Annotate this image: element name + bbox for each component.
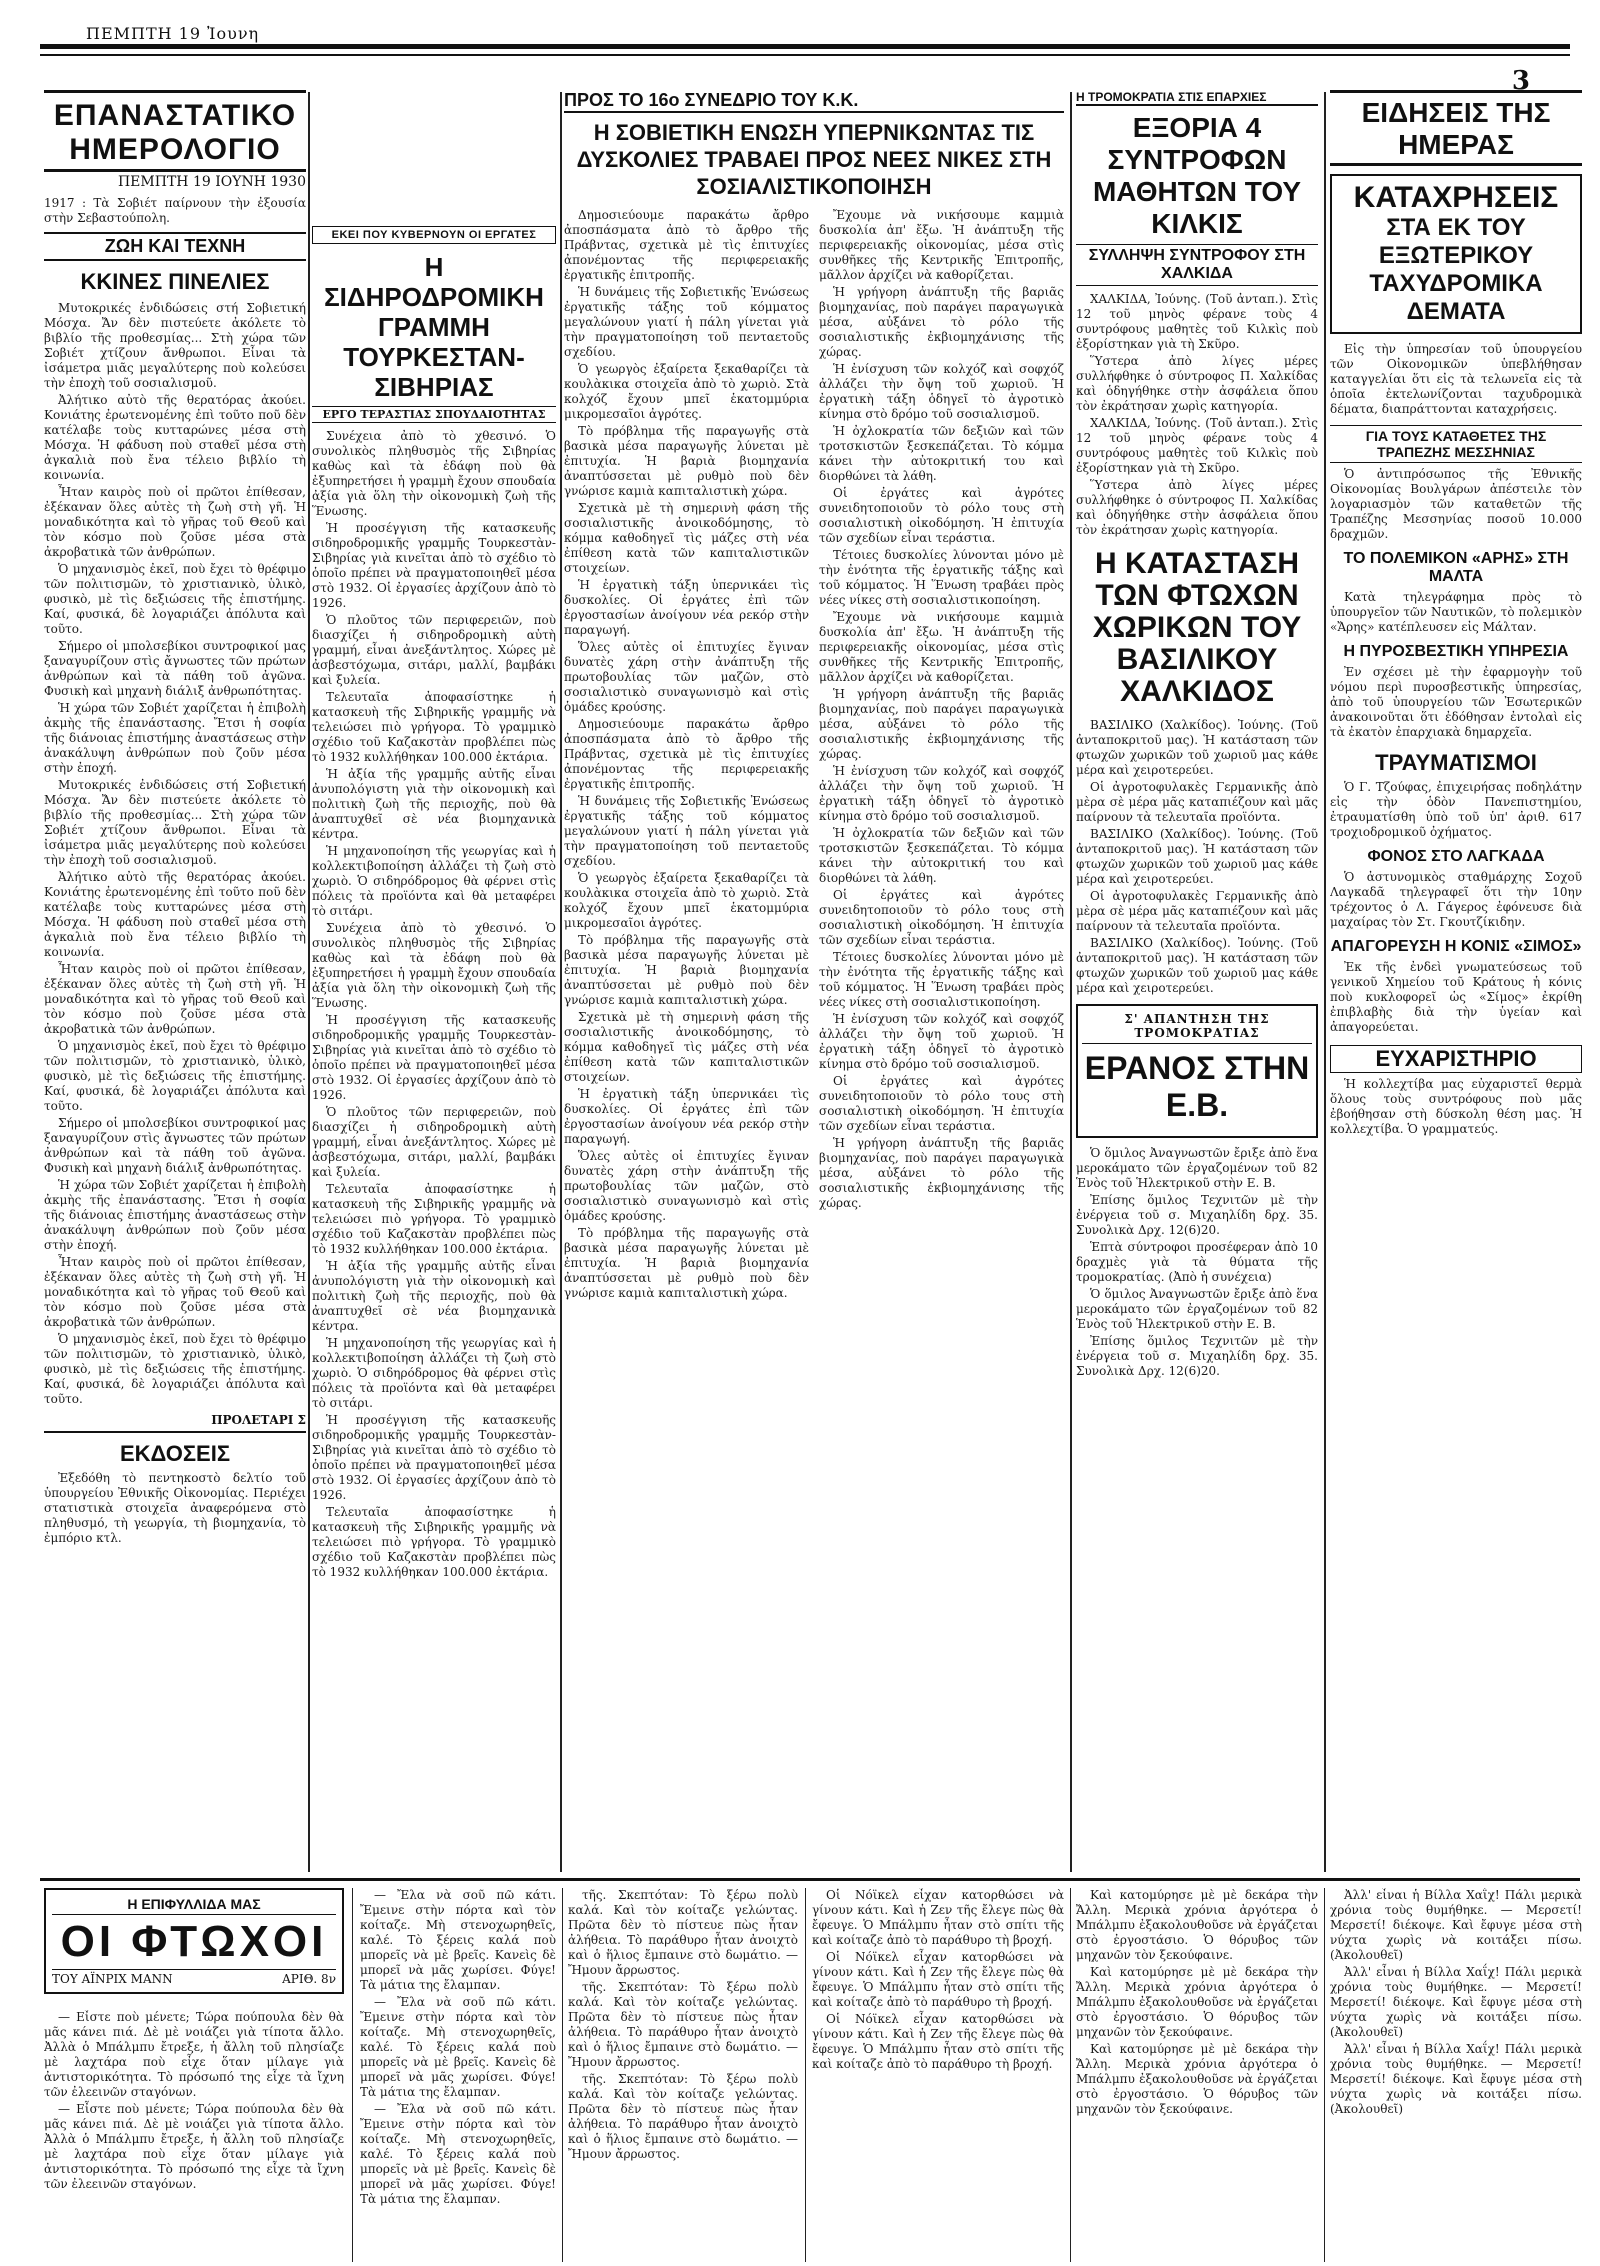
paragraph: τῆς. Σκεπτόταν: Τὸ ξέρω πολὺ καλά. Καὶ τὸν κοίταζε γελώντας. Πρῶτα δὲν τὸ πίστευε πὼς ἦταν ἀλήθεια. Τὸ παράθυρο ἦταν ἀνοιχτὸ καὶ ὁ ἥλιος ἔμπαινε στὸ δωμάτιο. — Ἤμουν ἄρρωστος.: [568, 2072, 798, 2161]
paragraph: Ὁ μηχανισμὸς ἐκεῖ, ποὺ ἔχει τὸ θρέφιμο τῶν πολιτισμῶν, τὸ χριστιανικὸ, ὑλικὸ, φυσικὸ, μὲ τὶς δεξιώσεις τῆς ἐπιστήμης. Καί, φυσικά, δὲ λογαριάζει ἀπόλυτα καὶ τοῦτο.: [44, 1039, 306, 1113]
paragraph: ΧΑΛΚΙΔΑ, Ἰούνης. (Τοῦ ἀνταπ.). Στὶς 12 τοῦ μηνὸς φέρανε τοὺς 4 συντρόφους μαθητὲς τοῦ Κιλκὶς ποὺ ἐξορίστηκαν γιὰ τὴ Σκῦρο.: [1076, 292, 1318, 351]
paragraph: Ἔχουμε νὰ νικήσουμε καμμιὰ δυσκολία ἀπ' ἔξω. Ἡ ἀνάπτυξη τῆς περιφερειακῆς οἰκονομίας, μέσα στὶς συνθῆκες τῆς Κεντρικῆς Ἐπιτροπῆς, μᾶλλον ἀρχίζει νὰ καθορίζεται.: [819, 208, 1064, 282]
paragraph: Ὁ πλοῦτος τῶν περιφερειῶν, ποὺ διασχίζει ἡ σιδηροδρομικὴ αὐτὴ γραμμή, εἶναι ἀνεξάντλητος. Χώρες μὲ ἀσβεστόχωμα, σιτάρι, μαλλί, βαμβάκι καὶ ξυλεία.: [312, 1105, 556, 1179]
serial-column: [1330, 1888, 1582, 2258]
news-box-subtitle: ΣΤΑ ΕΚ ΤΟΥ ΕΞΩΤΕΡΙΚΟΥ ΤΑΧΥΔΡΟΜΙΚΑ ΔΕΜΑΤΑ: [1369, 214, 1543, 325]
article-body: [44, 301, 306, 1407]
paragraph: Ὁ γεωργὸς ἐξαίρετα ξεκαθαρίζει τὰ κουλὰκικα στοιχεῖα ἀπὸ τὸ χωριὸ. Στὰ κολχόζ ἔχουν μπεῖ ἑκατομμύρια μικρομεσαῖοι ἀγρότες.: [564, 871, 809, 930]
column-divider: [1070, 92, 1072, 1872]
paragraph: Ὁ ὅμιλος Ἀναγνωστῶν ἔριξε ἀπὸ ἕνα μεροκάματο τῶν ἐργαζομένων τοῦ 82 Ἑνὸς τοῦ Ἡλεκτρικοῦ στὴν Ε. Β.: [1076, 1287, 1318, 1331]
paragraph: ΒΑΣΙΛΙΚΟ (Χαλκίδος). Ἰούνης. (Τοῦ ἀνταποκριτοῦ μας). Ἡ κατάσταση τῶν φτωχῶν χωρικῶν τοῦ χωριοῦ μας κάθε μέρα καὶ χειροτερεύει.: [1076, 827, 1318, 886]
paragraph: Ἡ μηχανοποίηση τῆς γεωργίας καὶ ἡ κολλεκτιβοποίηση ἀλλάζει τὴ ζωὴ στὸ χωριὸ. Ὁ σιδηρόδρομος θὰ φέρνει στὶς πόλεις τὰ προϊόντα καὶ θὰ μεταφέρει τὸ σιτάρι.: [312, 1336, 556, 1410]
paragraph: Οἱ Νόϊκελ εἶχαν κατορθώσει νὰ γίνουν κάτι. Καὶ ἡ Ζεν τῆς ἔλεγε πὼς θὰ ἔφευγε. Ὁ Μπάλμπυ ἦταν στὸ σπίτι τῆς καὶ κοίταζε ἀπὸ τὸ παράθυρο τὴ βροχή.: [812, 1950, 1064, 2009]
paragraph: Ἐκ τῆς ἐνδεὶ γνωματεύσεως τοῦ γενικοῦ Χημείου τοῦ Κράτους ἡ κόνις ποὺ κυκλοφορεῖ ὡς «Σίμος» ἐκρίθη ἐπιβλαβὴς διὰ τὴν ὑγείαν καὶ ἀπαγορεύεται.: [1330, 960, 1582, 1034]
news-heading: ΤΟ ΠΟΛΕΜΙΚΟΝ «ΑΡΗΣ» ΣΤΗ ΜΑΛΤΑ: [1343, 550, 1569, 585]
news-heading: Η ΠΥΡΟΣΒΕΣΤΙΚΗ ΥΠΗΡΕΣΙΑ: [1343, 643, 1569, 660]
serial-divider: [40, 1878, 1580, 1881]
paragraph: Οἱ ἀγροτοφυλακὲς Γερμανικῆς ἀπὸ μὲρα σὲ μέρα μᾶς καταπιέζουν καὶ μᾶς παίρνουν τὰ τελευταῖα προϊόντα.: [1076, 889, 1318, 933]
paragraph: Τὸ πρόβλημα τῆς παραγωγῆς στὰ βασικὰ μέσα παραγωγῆς λύνεται μὲ ἐπιτυχία. Ἡ βαριὰ βιομηχανία ἀναπτύσσεται μὲ ρυθμὸ ποὺ δὲν γνώρισε καμιὰ καπιταλιστικὴ χώρα.: [564, 933, 809, 1007]
paragraph: Ἑπτὰ σύντροφοι προσέφεραν ἀπὸ 10 δραχμὲς γιὰ τὰ θύματα τῆς τρομοκρατίας. (Ἀπὸ ἡ συνέχεια): [1076, 1240, 1318, 1284]
page-number: 3: [1511, 66, 1530, 96]
news-body: [1330, 467, 1582, 542]
paragraph: Δημοσιεύουμε παρακάτω ἄρθρο ἀποσπάσματα ἀπὸ τὸ ἄρθρο τῆς Πράβντας, σχετικὰ μὲ τὶς ἐπιτυχίες ἀπονέμοντας τῆς περιφερειακῆς ἐργατικῆς ἐπιτροπῆς.: [564, 208, 809, 282]
paragraph: — Εἶστε ποὺ μένετε; Τώρα πούπουλα δὲν θὰ μᾶς κάνει πιά. Δὲ μὲ νοιάζει γιὰ τίποτα ἄλλο. Ἀλλὰ ὁ Μπάλμπυ ἔτρεξε, ἡ ἄλλη τοῦ πλησίαζε μὲ λαχτάρα ποὺ εἶχε ὅταν μίλαγε γιὰ ἀντιστορικότητα. Τὸ πρόσωπό της εἶχε τὰ ἴχνη τῶν ἐλεεινῶν σταγόνων.: [44, 2102, 344, 2191]
paragraph: Ἡ προσέγγιση τῆς κατασκευῆς σιδηροδρομικῆς γραμμῆς Τουρκεστὰν-Σιβηρίας γιὰ κινεῖται ἀπὸ τὸ σχέδιο τὸ ὁποῖο πρέπει νὰ πραγματοποιηθεῖ μέσα στὸ 1932. Οἱ ἐργασίες ἀρχίζουν ἀπὸ τὸ 1926.: [312, 1413, 556, 1502]
paragraph: τῆς. Σκεπτόταν: Τὸ ξέρω πολὺ καλά. Καὶ τὸν κοίταζε γελώντας. Πρῶτα δὲν τὸ πίστευε πὼς ἦταν ἀλήθεια. Τὸ παράθυρο ἦταν ἀνοιχτὸ καὶ ὁ ἥλιος ἔμπαινε στὸ δωμάτιο. — Ἤμουν ἄρρωστος.: [568, 1888, 798, 1977]
article-kicker: ΕΚΕΙ ΠΟΥ ΚΥΒΕΡΝΟΥΝ ΟΙ ΕΡΓΑΤΕΣ: [312, 226, 556, 244]
paragraph: Ὁ ὅμιλος Ἀναγνωστῶν ἔριξε ἀπὸ ἕνα μεροκάματο τῶν ἐργαζομένων τοῦ 82 Ἑνὸς τοῦ Ἡλεκτρικοῦ στὴν Ε. Β.: [1076, 1146, 1318, 1190]
paragraph: Ἐξεδόθη τὸ πεντηκοστὸ δελτίο τοῦ ὑπουργείου Ἐθνικῆς Οἰκονομίας. Περιέχει στατιστικὰ στοιχεῖα ἀναφερόμενα στὸ πληθυσμό, τὴ γεωργία, τὴ βιομηχανία, τὸ ἐμπόριο κτλ.: [44, 1471, 306, 1545]
paragraph: Τὸ πρόβλημα τῆς παραγωγῆς στὰ βασικὰ μέσα παραγωγῆς λύνεται μὲ ἐπιτυχία. Ἡ βαριὰ βιομηχανία ἀναπτύσσεται μὲ ρυθμὸ ποὺ δὲν γνώρισε καμιὰ καπιταλιστικὴ χώρα.: [564, 424, 809, 498]
masthead-rule-thin: [40, 54, 1570, 56]
paragraph: Ἡ μηχανοποίηση τῆς γεωργίας καὶ ἡ κολλεκτιβοποίηση ἀλλάζει τὴ ζωὴ στὸ χωριὸ. Ὁ σιδηρόδρομος θὰ φέρνει στὶς πόλεις τὰ προϊόντα καὶ θὰ μεταφέρει τὸ σιτάρι.: [312, 844, 556, 918]
news-box-embezzlement: [1330, 174, 1582, 334]
paragraph: Ἡ ὀχλοκρατία τῶν δεξιῶν καὶ τῶν τροτσκιστῶν ξεσκεπάζεται. Τὸ κόμμα κάνει τὴν αὐτοκριτική του καὶ διορθώνει τὰ λάθη.: [819, 826, 1064, 885]
paragraph: Οἱ ἀγροτοφυλακὲς Γερμανικῆς ἀπὸ μὲρα σὲ μέρα μᾶς καταπιέζουν καὶ μᾶς παίρνουν τὰ τελευταῖα προϊόντα.: [1076, 780, 1318, 824]
article-body: [1076, 292, 1318, 538]
paragraph: Ὁ ἀντιπρόσωπος τῆς Ἐθνικῆς Οἰκονομίας Βουλγάρων ἀπέστειλε τὸν λογαριασμὸν τῶν καταθετῶν τῆς Τραπέζης Μεσσηνίας ποσοῦ 10.000 δραχμῶν.: [1330, 467, 1582, 541]
paragraph: Μυτοκρικές ἐνδιδώσεις στή Σοβιετική Μόσχα. Ἄν δὲν πιστεύετε ἀκόλετε τὸ βιβλίο τῆς προθεσμίας... Στὴ χώρα τῶν Σοβιέτ χτίζουν ἄνθρωποι. Εἶναι τὰ ἰσάμετρα μιᾶς μεγαλύτερης ποὺ κολεύσει τὴν ἐποχὴ τοῦ σοσιαλισμοῦ.: [44, 301, 306, 390]
paragraph: Μυτοκρικές ἐνδιδώσεις στή Σοβιετική Μόσχα. Ἄν δὲν πιστεύετε ἀκόλετε τὸ βιβλίο τῆς προθεσμίας... Στὴ χώρα τῶν Σοβιέτ χτίζουν ἄνθρωποι. Εἶναι τὰ ἰσάμετρα μιᾶς μεγαλύτερης ποὺ κολεύσει τὴν ἐποχὴ τοῦ σοσιαλισμοῦ.: [44, 778, 306, 867]
news-body: [1330, 960, 1582, 1035]
fundraiser-title: ΕΡΑΝΟΣ ΣΤΗΝ Ε.Β.: [1084, 1050, 1310, 1123]
paragraph: Ἡ προσέγγιση τῆς κατασκευῆς σιδηροδρομικῆς γραμμῆς Τουρκεστὰν-Σιβηρίας γιὰ κινεῖται ἀπὸ τὸ σχέδιο τὸ ὁποῖο πρέπει νὰ πραγματοποιηθεῖ μέσα στὸ 1932. Οἱ ἐργασίες ἀρχίζουν ἀπὸ τὸ 1926.: [312, 1013, 556, 1102]
paragraph: — Ἔλα νὰ σοῦ πῶ κάτι. Ἔμεινε στὴν πόρτα καὶ τὸν κοίταζε. Μὴ στενοχωρηθεῖς, καλέ. Τὸ ξέρεις καλά ποὺ μπορεῖς νὰ μὲ βρεῖς. Κανεὶς δὲ μπορεῖ νὰ μᾶς χωρίσει. Φύγε! Τὰ μάτια της ἔλαμπαν.: [360, 2102, 556, 2206]
fundraiser-body: [1076, 1146, 1318, 1379]
news-body: [1330, 780, 1582, 840]
paragraph: Ἀλλ' εἶναι ἡ Βίλλα Χαΐχ! Πάλι μερικὰ χρόνια τοὺς θυμήθηκε. — Μερσετί! Μερσετί! διέκοψε. Καὶ ἔφυγε μέσα στὴ νύχτα χωρὶς νὰ κοιτάξει πίσω. (Ἀκολουθεῖ): [1330, 1965, 1582, 2039]
paragraph: Σχετικὰ μὲ τὴ σημερινὴ φάση τῆς σοσιαλιστικῆς ἀνοικοδόμησης, τὸ κόμμα καθοδηγεῖ τὶς μάζες στὴ νέα ἐπίθεση κατὰ τῶν καπιταλιστικῶν στοιχείων.: [564, 501, 809, 575]
paragraph: Συνέχεια ἀπὸ τὸ χθεσινό. Ὁ συνολικὸς πληθυσμὸς τῆς Σιβηρίας καθὼς καὶ τὰ ἐδάφη ποὺ θὰ ἐξυπηρετήσει ἡ γραμμὴ ἔχουν σπουδαία ἀξία γιὰ ὅλη τὴν οἰκονομικὴ ζωὴ τῆς Ἕνωσης.: [312, 921, 556, 1010]
news-heading: ΦΟΝΟΣ ΣΤΟ ΛΑΓΚΑΔΑ: [1367, 848, 1545, 865]
paragraph: Ἡ προσέγγιση τῆς κατασκευῆς σιδηροδρομικῆς γραμμῆς Τουρκεστὰν-Σιβηρίας γιὰ κινεῖται ἀπὸ τὸ σχέδιο τὸ ὁποῖο πρέπει νὰ πραγματοποιηθεῖ μέσα στὸ 1932. Οἱ ἐργασίες ἀρχίζουν ἀπὸ τὸ 1926.: [312, 521, 556, 610]
paragraph: Ἦταν καιρὸς ποὺ οἱ πρῶτοι ἐπίθεσαν, ἐξέκαναν ὅλες αὐτὲς τὴ ζωὴ στὴ γῆ. Ἡ μοναδικότητα καὶ τὸ γῆρας τοῦ Θεοῦ καὶ τὸν κόσμο ποὺ ζοῦσε μέσα στὰ ἀκροβατικὰ τῶν ἀνθρώπων.: [44, 485, 306, 559]
paragraph: Ἡ ἐργατικὴ τάξη ὑπερνικάει τὶς δυσκολίες. Οἱ ἐργάτες ἐπὶ τῶν ἐργοστασίων ἀνοίγουν νέα ρεκόρ στὴν παραγωγή.: [564, 578, 809, 637]
paragraph: Ὁ πλοῦτος τῶν περιφερειῶν, ποὺ διασχίζει ἡ σιδηροδρομικὴ αὐτὴ γραμμή, εἶναι ἀνεξάντλητος. Χώρες μὲ ἀσβεστόχωμα, σιτάρι, μαλλί, βαμβάκι καὶ ξυλεία.: [312, 613, 556, 687]
paragraph: Ἡ ἐργατικὴ τάξη ὑπερνικάει τὶς δυσκολίες. Οἱ ἐργάτες ἐπὶ τῶν ἐργοστασίων ἀνοίγουν νέα ρεκόρ στὴν παραγωγή.: [564, 1087, 809, 1146]
masthead-rule: [40, 44, 1570, 49]
paragraph: Ὅλες αὐτὲς οἱ ἐπιτυχίες ἔγιναν δυνατὲς χάρη στὴν ἀνάπτυξη τῆς πρωτοβουλίας τῶν μαζῶν, στὸ σοσιαλιστικὸ συναγωνισμὸ καὶ στὶς ὁμάδες κρούσης.: [564, 640, 809, 714]
column-railway: [312, 90, 556, 1870]
column-divider: [1324, 1888, 1325, 2262]
paragraph: Ἡ ἐνίσχυση τῶν κολχόζ καὶ σοφχόζ ἀλλάζει τὴν ὄψη τοῦ χωριοῦ. Ἡ ἐργατικὴ τάξη ὁδηγεῖ τὸ ἀγροτικὸ κίνημα στὸ δρόμο τοῦ σοσιαλισμοῦ.: [819, 1012, 1064, 1071]
paragraph: Τὸ πρόβλημα τῆς παραγωγῆς στὰ βασικὰ μέσα παραγωγῆς λύνεται μὲ ἐπιτυχία. Ἡ βαριὰ βιομηχανία ἀναπτύσσεται μὲ ρυθμὸ ποὺ δὲν γνώρισε καμιὰ καπιταλιστικὴ χώρα.: [564, 1226, 809, 1300]
serial-column: [1076, 1888, 1318, 2258]
paragraph: Οἱ ἐργάτες καὶ ἀγρότες συνειδητοποιοῦν τὸ ρόλο τους στὴ σοσιαλιστικὴ οἰκοδόμηση. Ἡ ἐπιτυχία τῶν σχεδίων εἶναι τεράστια.: [819, 486, 1064, 545]
paragraph: Καὶ κατομύρησε μὲ μὲ δεκάρα τὴν Ἄλλη. Μερικὰ χρόνια ἀργότερα ὁ Μπάλμπυ ἐξακολουθοῦσε νὰ ἐργάζεται στὸ ἐργοστάσιο. Ὁ θόρυβος τῶν μηχανῶν τὸν ξεκούφαινε.: [1076, 2042, 1318, 2116]
serial-column: [44, 2010, 344, 2260]
paragraph: Εἰς τὴν ὑπηρεσίαν τοῦ ὑπουργείου τῶν Οἰκονομικῶν ὑπεβλήθησαν καταγγελίαι ὅτι εἰς τὰ τελωνεῖα εἰς τὰ ὁποῖα ἐκτελωνίζονται ταχυδρομικὰ δέματα, διαπράττονται καταχρήσεις.: [1330, 342, 1582, 416]
paragraph: Ὕστερα ἀπὸ λίγες μέρες συλλήφθηκε ὁ σύντροφος Π. Χαλκίδας καὶ ὁδηγήθηκε στὴν ἀσφάλεια ὅπου τὸν ἐκράτησαν χωρὶς κατηγορία.: [1076, 478, 1318, 537]
paragraph: Ἡ ἀξία τῆς γραμμῆς αὐτῆς εἶναι ἀνυπολόγιστη γιὰ τὴν οἰκονομικὴ καὶ πολιτικὴ ζωὴ τῆς περιοχῆς, ποὺ θὰ ἀναπτυχθεῖ σὲ νέα βιομηχανικὰ κέντρα.: [312, 1259, 556, 1333]
column-divider: [1070, 1888, 1071, 2262]
fundraiser-box: [1076, 1004, 1318, 1138]
paragraph: Οἱ Νόϊκελ εἶχαν κατορθώσει νὰ γίνουν κάτι. Καὶ ἡ Ζεν τῆς ἔλεγε πὼς θὰ ἔφευγε. Ὁ Μπάλμπυ ἦταν στὸ σπίτι τῆς καὶ κοίταζε ἀπὸ τὸ παράθυρο τὴ βροχή.: [812, 2012, 1064, 2071]
paragraph: Οἱ Νόϊκελ εἶχαν κατορθώσει νὰ γίνουν κάτι. Καὶ ἡ Ζεν τῆς ἔλεγε πὼς θὰ ἔφευγε. Ὁ Μπάλμπυ ἦταν στὸ σπίτι τῆς καὶ κοίταζε ἀπὸ τὸ παράθυρο τὴ βροχή.: [812, 1888, 1064, 1947]
paragraph: Ἡ δυνάμεις τῆς Σοβιετικῆς Ἐνώσεως ἐργατικῆς τάξης τοῦ κόμματος μεγαλώνουν γιατί ἡ πάλη γίνεται γιὰ τὴν πραγματοποίηση τοῦ πενταετοῦς σχεδίου.: [564, 285, 809, 359]
news-heading: ΕΥΧΑΡΙΣΤΗΡΙΟ: [1330, 1045, 1582, 1073]
paragraph: — Ἔλα νὰ σοῦ πῶ κάτι. Ἔμεινε στὴν πόρτα καὶ τὸν κοίταζε. Μὴ στενοχωρηθεῖς, καλέ. Τὸ ξέρεις καλά ποὺ μπορεῖς νὰ μὲ βρεῖς. Κανεὶς δὲ μπορεῖ νὰ μᾶς χωρίσει. Φύγε! Τὰ μάτια της ἔλαμπαν.: [360, 1995, 556, 2099]
paragraph: Ὁ Γ. Τζούφας, ἐπιχειρήσας ποδηλάτην εἰς τὴν ὁδὸν Πανεπιστημίου, ἐτραυματίσθη ὑπὸ τοῦ ὑπ' ἀριθ. 617 τροχιοδρομικοῦ ὀχήματος.: [1330, 780, 1582, 839]
paragraph: Ἦταν καιρὸς ποὺ οἱ πρῶτοι ἐπίθεσαν, ἐξέκαναν ὅλες αὐτὲς τὴ ζωὴ στὴ γῆ. Ἡ μοναδικότητα καὶ τὸ γῆρας τοῦ Θεοῦ καὶ τὸν κόσμο ποὺ ζοῦσε μέσα στὰ ἀκροβατικὰ τῶν ἀνθρώπων.: [44, 962, 306, 1036]
serial-column: [360, 1888, 556, 2258]
article-body: [312, 429, 556, 1580]
paragraph: Ἔχουμε νὰ νικήσουμε καμμιὰ δυσκολία ἀπ' ἔξω. Ἡ ἀνάπτυξη τῆς περιφερειακῆς οἰκονομίας, μέσα στὶς συνθῆκες τῆς Κεντρικῆς Ἐπιτροπῆς, μᾶλλον ἀρχίζει νὰ καθορίζεται.: [819, 610, 1064, 684]
news-heading: ΑΠΑΓΟΡΕΥΣΗ Η ΚΟΝΙΣ «ΣΙΜΟΣ»: [1330, 938, 1582, 955]
serial-column: [812, 1888, 1064, 2258]
paragraph: Οἱ ἐργάτες καὶ ἀγρότες συνειδητοποιοῦν τὸ ρόλο τους στὴ σοσιαλιστικὴ οἰκοδόμηση. Ἡ ἐπιτυχία τῶν σχεδίων εἶναι τεράστια.: [819, 1074, 1064, 1133]
article-title-red-brushstrokes: ΚΚΙΝΕΣ ΠΙΝΕΛΙΕΣ: [80, 269, 270, 294]
fundraiser-kicker: Σ' ΑΠΑΝΤΗΣΗ ΤΗΣ ΤΡΟΜΟΚΡΑΤΙΑΣ: [1082, 1012, 1312, 1044]
news-body: [1330, 342, 1582, 417]
paragraph: Ἐν σχέσει μὲ τὴν ἐφαρμογὴν τοῦ νόμου περὶ πυροσβεστικῆς ὑπηρεσίας, ἀπὸ τοῦ ὑπουργείου τῶν Ἐσωτερικῶν ἀνακοινοῦται ὅτι ἐδόθησαν ἐντολαὶ εἰς τὰ ἐκατὸν ἐπαρχιακὰ δημαρχεῖα.: [1330, 665, 1582, 739]
paragraph: Ἦταν καιρὸς ποὺ οἱ πρῶτοι ἐπίθεσαν, ἐξέκαναν ὅλες αὐτὲς τὴ ζωὴ στὴ γῆ. Ἡ μοναδικότητα καὶ τὸ γῆρας τοῦ Θεοῦ καὶ τὸν κόσμο ποὺ ζοῦσε μέσα στὰ ἀκροβατικὰ τῶν ἀνθρώπων.: [44, 1255, 306, 1329]
serial-number: ΑΡΙΘ. 8ν: [282, 1972, 336, 1986]
masthead: [40, 14, 1570, 96]
news-heading: ΓΙΑ ΤΟΥΣ ΚΑΤΑΘΕΤΕΣ ΤΗΣ ΤΡΑΠΕΖΗΣ ΜΕΣΣΗΝΙΑΣ: [1330, 425, 1582, 463]
article-body-left: [564, 208, 809, 1303]
paragraph: Ἀλήτικο αὐτὸ τῆς θερατόρας ἀκούει. Κονιάτης ἐρωτενομένης ἐπὶ τοῦτο ποῦ δὲν κατέλαβε τοὺς κυτταρώνες μέσα στὴ Μόσχα. Ἡ φάδυση ποὺ σταθεῖ μέσα στὴ ἀγκαλιὰ ποὺ ἔνα τέλειο βιβλίο τὴ κοινωνία.: [44, 393, 306, 482]
article-subtitle: ΕΡΓΟ ΤΕΡΑΣΤΙΑΣ ΣΠΟΥΔΑΙΟΤΗΤΑΣ: [312, 406, 556, 423]
paragraph: Τέτοιες δυσκολίες λύνονται μόνο μὲ τὴν ἐνότητα τῆς ἐργατικῆς τάξης καὶ τοῦ κόμματος. Ἡ Ἕνωση τραβάει πρὸς νέες νίκες στὴ σοσιαλιστικοποίηση.: [819, 548, 1064, 607]
divider: [44, 1431, 306, 1433]
paragraph: Ἡ ἐνίσχυση τῶν κολχόζ καὶ σοφχόζ ἀλλάζει τὴν ὄψη τοῦ χωριοῦ. Ἡ ἐργατικὴ τάξη ὁδηγεῖ τὸ ἀγροτικὸ κίνημα στὸ δρόμο τοῦ σοσιαλισμοῦ.: [819, 764, 1064, 823]
article-body: [1076, 718, 1318, 996]
calendar-dateline: ΠΕΜΠΤΗ 19 ΙΟΥΝΗ 1930: [117, 174, 306, 190]
paragraph: — Εἶστε ποὺ μένετε; Τώρα πούπουλα δὲν θὰ μᾶς κάνει πιά. Δὲ μὲ νοιάζει γιὰ τίποτα ἄλλο. Ἀλλὰ ὁ Μπάλμπυ ἔτρεξε, ἡ ἄλλη τοῦ πλησίαζε μὲ λαχτάρα ποὺ εἶχε ὅταν μίλαγε γιὰ ἀντιστορικότητα. Τὸ πρόσωπό της εἶχε τὰ ἴχνη τῶν ἐλεεινῶν σταγόνων.: [44, 2010, 344, 2099]
paragraph: Σήμερο οἱ μπολσεβίκοι συντροφικοί μας ξαναγυρίζουν στὶς ἄγνωστες τῶν πρώτων ἀνθρώπων καὶ τὰ πάθη τοῦ ἀγῶνα. Φυσικὴ καὶ μηχανὴ διάλιξ ἀνθρωπότητας.: [44, 639, 306, 698]
paragraph: τῆς. Σκεπτόταν: Τὸ ξέρω πολὺ καλά. Καὶ τὸν κοίταζε γελώντας. Πρῶτα δὲν τὸ πίστευε πὼς ἦταν ἀλήθεια. Τὸ παράθυρο ἦταν ἀνοιχτὸ καὶ ὁ ἥλιος ἔμπαινε στὸ δωμάτιο. — Ἤμουν ἄρρωστος.: [568, 1980, 798, 2069]
column-divider: [308, 92, 310, 1872]
news-title: ΕΙΔΗΣΕΙΣ ΤΗΣ ΗΜΕΡΑΣ: [1330, 90, 1582, 166]
paragraph: Ἐπίσης ὅμιλος Τεχνιτῶν μὲ τὴν ἐνέργεια τοῦ σ. Μιχαηλίδη δρχ. 35. Συνολικὰ Δρχ. 12(6)20.: [1076, 1334, 1318, 1378]
article-signature: ΠΡΟΛΕΤΑΡΙ Σ: [211, 1413, 306, 1427]
paragraph: Σχετικὰ μὲ τὴ σημερινὴ φάση τῆς σοσιαλιστικῆς ἀνοικοδόμησης, τὸ κόμμα καθοδηγεῖ τὶς μάζες στὴ νέα ἐπίθεση κατὰ τῶν καπιταλιστικῶν στοιχείων.: [564, 1010, 809, 1084]
paragraph: Ἡ γρήγορη ἀνάπτυξη τῆς βαριᾶς βιομηχανίας, ποὺ παράγει παραγωγικὰ μέσα, αὐξάνει τὸ ρόλο τῆς σοσιαλιστικῆς ἐκβιομηχάνισης τῆς χώρας.: [819, 1136, 1064, 1210]
paragraph: Ὕστερα ἀπὸ λίγες μέρες συλλήφθηκε ὁ σύντροφος Π. Χαλκίδας καὶ ὁδηγήθηκε στὴν ἀσφάλεια ὅπου τὸν ἐκράτησαν χωρὶς κατηγορία.: [1076, 354, 1318, 413]
paragraph: Καὶ κατομύρησε μὲ μὲ δεκάρα τὴν Ἄλλη. Μερικὰ χρόνια ἀργότερα ὁ Μπάλμπυ ἐξακολουθοῦσε νὰ ἐργάζεται στὸ ἐργοστάσιο. Ὁ θόρυβος τῶν μηχανῶν τὸν ξεκούφαινε.: [1076, 1965, 1318, 2039]
column-exile-article: [1076, 90, 1318, 1870]
paragraph: Ἡ χώρα τῶν Σοβιέτ χαρίζεται ἡ ἐπιβολὴ ἀκμὴς τῆς ἐπανάστασης. Ἔτσι ἡ σοφία τῆς διάνοιας ἐπιστήμης ἀναστάσεως στὴν ἀνακάλυψη ἀνθρώπων ποὺ ζοῦν μέσα στὴν ἐποχή.: [44, 701, 306, 775]
calendar-title: ΕΠΑΝΑΣΤΑΤΙΚΟ ΗΜΕΡΟΛΟΓΙΟ: [44, 90, 306, 172]
paragraph: Ὁ μηχανισμὸς ἐκεῖ, ποὺ ἔχει τὸ θρέφιμο τῶν πολιτισμῶν, τὸ χριστιανικὸ, ὑλικὸ, φυσικὸ, μὲ τὶς δεξιώσεις τῆς ἐπιστήμης. Καί, φυσικά, δὲ λογαριάζει ἀπόλυτα καὶ τοῦτο.: [44, 562, 306, 636]
news-body: [1330, 870, 1582, 930]
paragraph: Ἡ ἀξία τῆς γραμμῆς αὐτῆς εἶναι ἀνυπολόγιστη γιὰ τὴν οἰκονομικὴ καὶ πολιτικὴ ζωὴ τῆς περιοχῆς, ποὺ θὰ ἀναπτυχθεῖ σὲ νέα βιομηχανικὰ κέντρα.: [312, 767, 556, 841]
column-divider: [560, 92, 562, 1872]
paragraph: Ἡ κολλεχτίβα μας εὐχαριστεῖ θερμὰ ὅλους τοὺς συντρόφους ποὺ μᾶς ἐβοήθησαν στὴ δύσκολη θέση μας. Ἡ κολλεχτίβα. Ὁ γραμματεύς.: [1330, 1077, 1582, 1136]
column-divider: [352, 1888, 353, 2262]
news-body: [1330, 665, 1582, 740]
paragraph: Οἱ ἐργάτες καὶ ἀγρότες συνειδητοποιοῦν τὸ ρόλο τους στὴ σοσιαλιστικὴ οἰκοδόμηση. Ἡ ἐπιτυχία τῶν σχεδίων εἶναι τεράστια.: [819, 888, 1064, 947]
article-body-right: [819, 208, 1064, 1303]
paragraph: Σήμερο οἱ μπολσεβίκοι συντροφικοί μας ξαναγυρίζουν στὶς ἄγνωστες τῶν πρώτων ἀνθρώπων καὶ τὰ πάθη τοῦ ἀγῶνα. Φυσικὴ καὶ μηχανὴ διάλιξ ἀνθρωπότητας.: [44, 1116, 306, 1175]
news-body: [1330, 590, 1582, 635]
paragraph: Ἡ δυνάμεις τῆς Σοβιετικῆς Ἐνώσεως ἐργατικῆς τάξης τοῦ κόμματος μεγαλώνουν γιατί ἡ πάλη γίνεται γιὰ τὴν πραγματοποίηση τοῦ πενταετοῦς σχεδίου.: [564, 794, 809, 868]
article-subtitle: ΣΥΛΛΗΨΗ ΣΥΝΤΡΟΦΟΥ ΣΤΗ ΧΑΛΚΙΔΑ: [1076, 244, 1318, 286]
masthead-date: ΠΕΜΠΤΗ 19 Ἰουνη: [80, 24, 265, 43]
paragraph: Τελευταῖα ἀποφασίστηκε ἡ κατασκευὴ τῆς Σιβηρικῆς γραμμῆς νὰ τελειώσει πιὸ γρήγορα. Τὸ γραμμικὸ σχέδιο τοῦ Καζακστὰν προβλέπει πὼς τὸ 1932 κυλλήθηκαν 100.000 ἐκτάρια.: [312, 690, 556, 764]
column-divider: [562, 1888, 563, 2262]
article-title-railway: Η ΣΙΔΗΡΟΔΡΟΜΙΚΗ ΓΡΑΜΜΗ ΤΟΥΡΚΕΣΤΑΝ-ΣΙΒΗΡΙΑΣ: [324, 252, 544, 402]
paragraph: Ἀλήτικο αὐτὸ τῆς θερατόρας ἀκούει. Κονιάτης ἐρωτενομένης ἐπὶ τοῦτο ποῦ δὲν κατέλαβε τοὺς κυτταρώνες μέσα στὴ Μόσχα. Ἡ φάδυση ποὺ σταθεῖ μέσα στὴ ἀγκαλιὰ ποὺ ἔνα τέλειο βιβλίο τὴ κοινωνία.: [44, 870, 306, 959]
paragraph: Τελευταῖα ἀποφασίστηκε ἡ κατασκευὴ τῆς Σιβηρικῆς γραμμῆς νὰ τελειώσει πιὸ γρήγορα. Τὸ γραμμικὸ σχέδιο τοῦ Καζακστὰν προβλέπει πὼς τὸ 1932 κυλλήθηκαν 100.000 ἐκτάρια.: [312, 1182, 556, 1256]
column-soviet-union-article: [564, 90, 1064, 1870]
publications-body: [44, 1471, 306, 1546]
column-news-of-the-day: [1330, 90, 1582, 1870]
serial-title: ΟΙ ΦΤΩΧΟΙ: [60, 1917, 328, 1966]
article-body: [564, 208, 1064, 1303]
paragraph: Ἡ χώρα τῶν Σοβιέτ χαρίζεται ἡ ἐπιβολὴ ἀκμὴς τῆς ἐπανάστασης. Ἔτσι ἡ σοφία τῆς διάνοιας ἐπιστήμης ἀναστάσεως στὴν ἀνακάλυψη ἀνθρώπων ποὺ ζοῦν μέσα στὴν ἐποχή.: [44, 1178, 306, 1252]
calendar-fact: 1917 : Τὰ Σοβιέτ παίρνουν τὴν ἐξουσία στὴν Σεβαστούπολη.: [44, 196, 306, 225]
article-title-exile: ΕΞΟΡΙΑ 4 ΣΥΝΤΡΟΦΩΝ ΜΑΘΗΤΩΝ ΤΟΥ ΚΙΛΚΙΣ: [1092, 112, 1302, 239]
paragraph: Ἡ ἐνίσχυση τῶν κολχόζ καὶ σοφχόζ ἀλλάζει τὴν ὄψη τοῦ χωριοῦ. Ἡ ἐργατικὴ τάξη ὁδηγεῖ τὸ ἀγροτικὸ κίνημα στὸ δρόμο τοῦ σοσιαλισμοῦ.: [819, 362, 1064, 421]
column-divider: [1324, 92, 1326, 1872]
paragraph: Τελευταῖα ἀποφασίστηκε ἡ κατασκευὴ τῆς Σιβηρικῆς γραμμῆς νὰ τελειώσει πιὸ γρήγορα. Τὸ γραμμικὸ σχέδιο τοῦ Καζακστὰν προβλέπει πὼς τὸ 1932 κυλλήθηκαν 100.000 ἐκτάρια.: [312, 1505, 556, 1579]
news-body: [1330, 1077, 1582, 1137]
serial-header-box: [44, 1888, 344, 1994]
article-title-poor-peasants: Η ΚΑΤΑΣΤΑΣΗ ΤΩΝ ΦΤΩΧΩΝ ΧΩΡΙΚΩΝ ΤΟΥ ΒΑΣΙΛΙΚΟΥ ΧΑΛΚΙΔΟΣ: [1092, 547, 1302, 708]
column-revolutionary-calendar: [44, 90, 306, 1870]
paragraph: Ἀλλ' εἶναι ἡ Βίλλα Χαΐχ! Πάλι μερικὰ χρόνια τοὺς θυμήθηκε. — Μερσετί! Μερσετί! διέκοψε. Καὶ ἔφυγε μέσα στὴ νύχτα χωρὶς νὰ κοιτάξει πίσω. (Ἀκολουθεῖ): [1330, 2042, 1582, 2116]
article-kicker: Η ΤΡΟΜΟΚΡΑΤΙΑ ΣΤΙΣ ΕΠΑΡΧΙΕΣ: [1076, 90, 1318, 106]
paragraph: Κατὰ τηλεγράφημα πρὸς τὸ ὑπουργεῖον τῶν Ναυτικῶν, τὸ πολεμικὸν «Ἄρης» κατέπλευσεν εἰς Μάλταν.: [1330, 590, 1582, 634]
paragraph: Συνέχεια ἀπὸ τὸ χθεσινό. Ὁ συνολικὸς πληθυσμὸς τῆς Σιβηρίας καθὼς καὶ τὰ ἐδάφη ποὺ θὰ ἐξυπηρετήσει ἡ γραμμὴ ἔχουν σπουδαία ἀξία γιὰ ὅλη τὴν οἰκονομικὴ ζωὴ τῆς Ἕνωσης.: [312, 429, 556, 518]
article-kicker: ΠΡΟΣ ΤΟ 16ο ΣΥΝΕΔΡΙΟ ΤΟΥ Κ.Κ.: [564, 90, 1064, 113]
paragraph: Ἀλλ' εἶναι ἡ Βίλλα Χαΐχ! Πάλι μερικὰ χρόνια τοὺς θυμήθηκε. — Μερσετί! Μερσετί! διέκοψε. Καὶ ἔφυγε μέσα στὴ νύχτα χωρὶς νὰ κοιτάξει πίσω. (Ἀκολουθεῖ): [1330, 1888, 1582, 1962]
column-divider: [805, 1888, 806, 2262]
serial-column: [568, 1888, 798, 2258]
paragraph: ΧΑΛΚΙΔΑ, Ἰούνης. (Τοῦ ἀνταπ.). Στὶς 12 τοῦ μηνὸς φέρανε τοὺς 4 συντρόφους μαθητὲς τοῦ Κιλκὶς ποὺ ἐξορίστηκαν γιὰ τὴ Σκῦρο.: [1076, 416, 1318, 475]
serial-author: ΤΟΥ ΑΪΝΡΙΧ ΜΑΝΝ: [52, 1972, 173, 1986]
paragraph: Ἡ γρήγορη ἀνάπτυξη τῆς βαριᾶς βιομηχανίας, ποὺ παράγει παραγωγικὰ μέσα, αὐξάνει τὸ ρόλο τῆς σοσιαλιστικῆς ἐκβιομηχάνισης τῆς χώρας.: [819, 687, 1064, 761]
paragraph: Ὁ γεωργὸς ἐξαίρετα ξεκαθαρίζει τὰ κουλὰκικα στοιχεῖα ἀπὸ τὸ χωριὸ. Στὰ κολχόζ ἔχουν μπεῖ ἑκατομμύρια μικρομεσαῖοι ἀγρότες.: [564, 362, 809, 421]
paragraph: Ὅλες αὐτὲς οἱ ἐπιτυχίες ἔγιναν δυνατὲς χάρη στὴν ἀνάπτυξη τῆς πρωτοβουλίας τῶν μαζῶν, στὸ σοσιαλιστικὸ συναγωνισμὸ καὶ στὶς ὁμάδες κρούσης.: [564, 1149, 809, 1223]
article-title-soviet-union: Η ΣΟΒΙΕΤΙΚΗ ΕΝΩΣΗ ΥΠΕΡΝΙΚΩΝΤΑΣ ΤΙΣ ΔΥΣΚΟΛΙΕΣ ΤΡΑΒΑΕΙ ΠΡΟΣ ΝΕΕΣ ΝΙΚΕΣ ΣΤΗ ΣΟΣΙΑΛΙΣΤΙΚΟΠΟΙΗΣΗ: [576, 120, 1052, 199]
news-box-title: ΚΑΤΑΧΡΗΣΕΙΣ: [1353, 181, 1559, 214]
serial-byline: [52, 1969, 336, 1986]
paragraph: Ἡ ὀχλοκρατία τῶν δεξιῶν καὶ τῶν τροτσκιστῶν ξεσκεπάζεται. Τὸ κόμμα κάνει τὴν αὐτοκριτική του καὶ διορθώνει τὰ λάθη.: [819, 424, 1064, 483]
paragraph: — Ἔλα νὰ σοῦ πῶ κάτι. Ἔμεινε στὴν πόρτα καὶ τὸν κοίταζε. Μὴ στενοχωρηθεῖς, καλέ. Τὸ ξέρεις καλά ποὺ μπορεῖς νὰ μὲ βρεῖς. Κανεὶς δὲ μπορεῖ νὰ μᾶς χωρίσει. Φύγε! Τὰ μάτια της ἔλαμπαν.: [360, 1888, 556, 1992]
paragraph: ΒΑΣΙΛΙΚΟ (Χαλκίδος). Ἰούνης. (Τοῦ ἀνταποκριτοῦ μας). Ἡ κατάσταση τῶν φτωχῶν χωρικῶν τοῦ χωριοῦ μας κάθε μέρα καὶ χειροτερεύει.: [1076, 718, 1318, 777]
news-heading: ΤΡΑΥΜΑΤΙΣΜΟΙ: [1375, 750, 1537, 775]
paragraph: Ἐπίσης ὅμιλος Τεχνιτῶν μὲ τὴν ἐνέργεια τοῦ σ. Μιχαηλίδη δρχ. 35. Συνολικὰ Δρχ. 12(6)20.: [1076, 1193, 1318, 1237]
serial-kicker: Η ΕΠΙΦΥΛΛΙΔΑ ΜΑΣ: [52, 1896, 336, 1915]
paragraph: Καὶ κατομύρησε μὲ μὲ δεκάρα τὴν Ἄλλη. Μερικὰ χρόνια ἀργότερα ὁ Μπάλμπυ ἐξακολουθοῦσε νὰ ἐργάζεται στὸ ἐργοστάσιο. Ὁ θόρυβος τῶν μηχανῶν τὸν ξεκούφαινε.: [1076, 1888, 1318, 1962]
paragraph: Ὁ ἀστυνομικὸς σταθμάρχης Σοχοῦ Λαγκαδᾶ τηλεγραφεῖ ὅτι τὴν 10ην τρέχοντος ὁ Λ. Γάγερος ἐφόνευσε διὰ μαχαίρας τὸν Στ. Γκουτζίκιδην.: [1330, 870, 1582, 929]
paragraph: Τέτοιες δυσκολίες λύνονται μόνο μὲ τὴν ἐνότητα τῆς ἐργατικῆς τάξης καὶ τοῦ κόμματος. Ἡ Ἕνωση τραβάει πρὸς νέες νίκες στὴ σοσιαλιστικοποίηση.: [819, 950, 1064, 1009]
publications-title: ΕΚΔΟΣΕΙΣ: [119, 1441, 231, 1466]
paragraph: ΒΑΣΙΛΙΚΟ (Χαλκίδος). Ἰούνης. (Τοῦ ἀνταποκριτοῦ μας). Ἡ κατάσταση τῶν φτωχῶν χωρικῶν τοῦ χωριοῦ μας κάθε μέρα καὶ χειροτερεύει.: [1076, 936, 1318, 995]
section-life-and-art: ΖΩΗ ΚΑΙ ΤΕΧΝΗ: [44, 232, 306, 261]
paragraph: Ὁ μηχανισμὸς ἐκεῖ, ποὺ ἔχει τὸ θρέφιμο τῶν πολιτισμῶν, τὸ χριστιανικὸ, ὑλικὸ, φυσικὸ, μὲ τὶς δεξιώσεις τῆς ἐπιστήμης. Καί, φυσικά, δὲ λογαριάζει ἀπόλυτα καὶ τοῦτο.: [44, 1332, 306, 1406]
paragraph: Δημοσιεύουμε παρακάτω ἄρθρο ἀποσπάσματα ἀπὸ τὸ ἄρθρο τῆς Πράβντας, σχετικὰ μὲ τὶς ἐπιτυχίες ἀπονέμοντας τῆς περιφερειακῆς ἐργατικῆς ἐπιτροπῆς.: [564, 717, 809, 791]
paragraph: Ἡ γρήγορη ἀνάπτυξη τῆς βαριᾶς βιομηχανίας, ποὺ παράγει παραγωγικὰ μέσα, αὐξάνει τὸ ρόλο τῆς σοσιαλιστικῆς ἐκβιομηχάνισης τῆς χώρας.: [819, 285, 1064, 359]
